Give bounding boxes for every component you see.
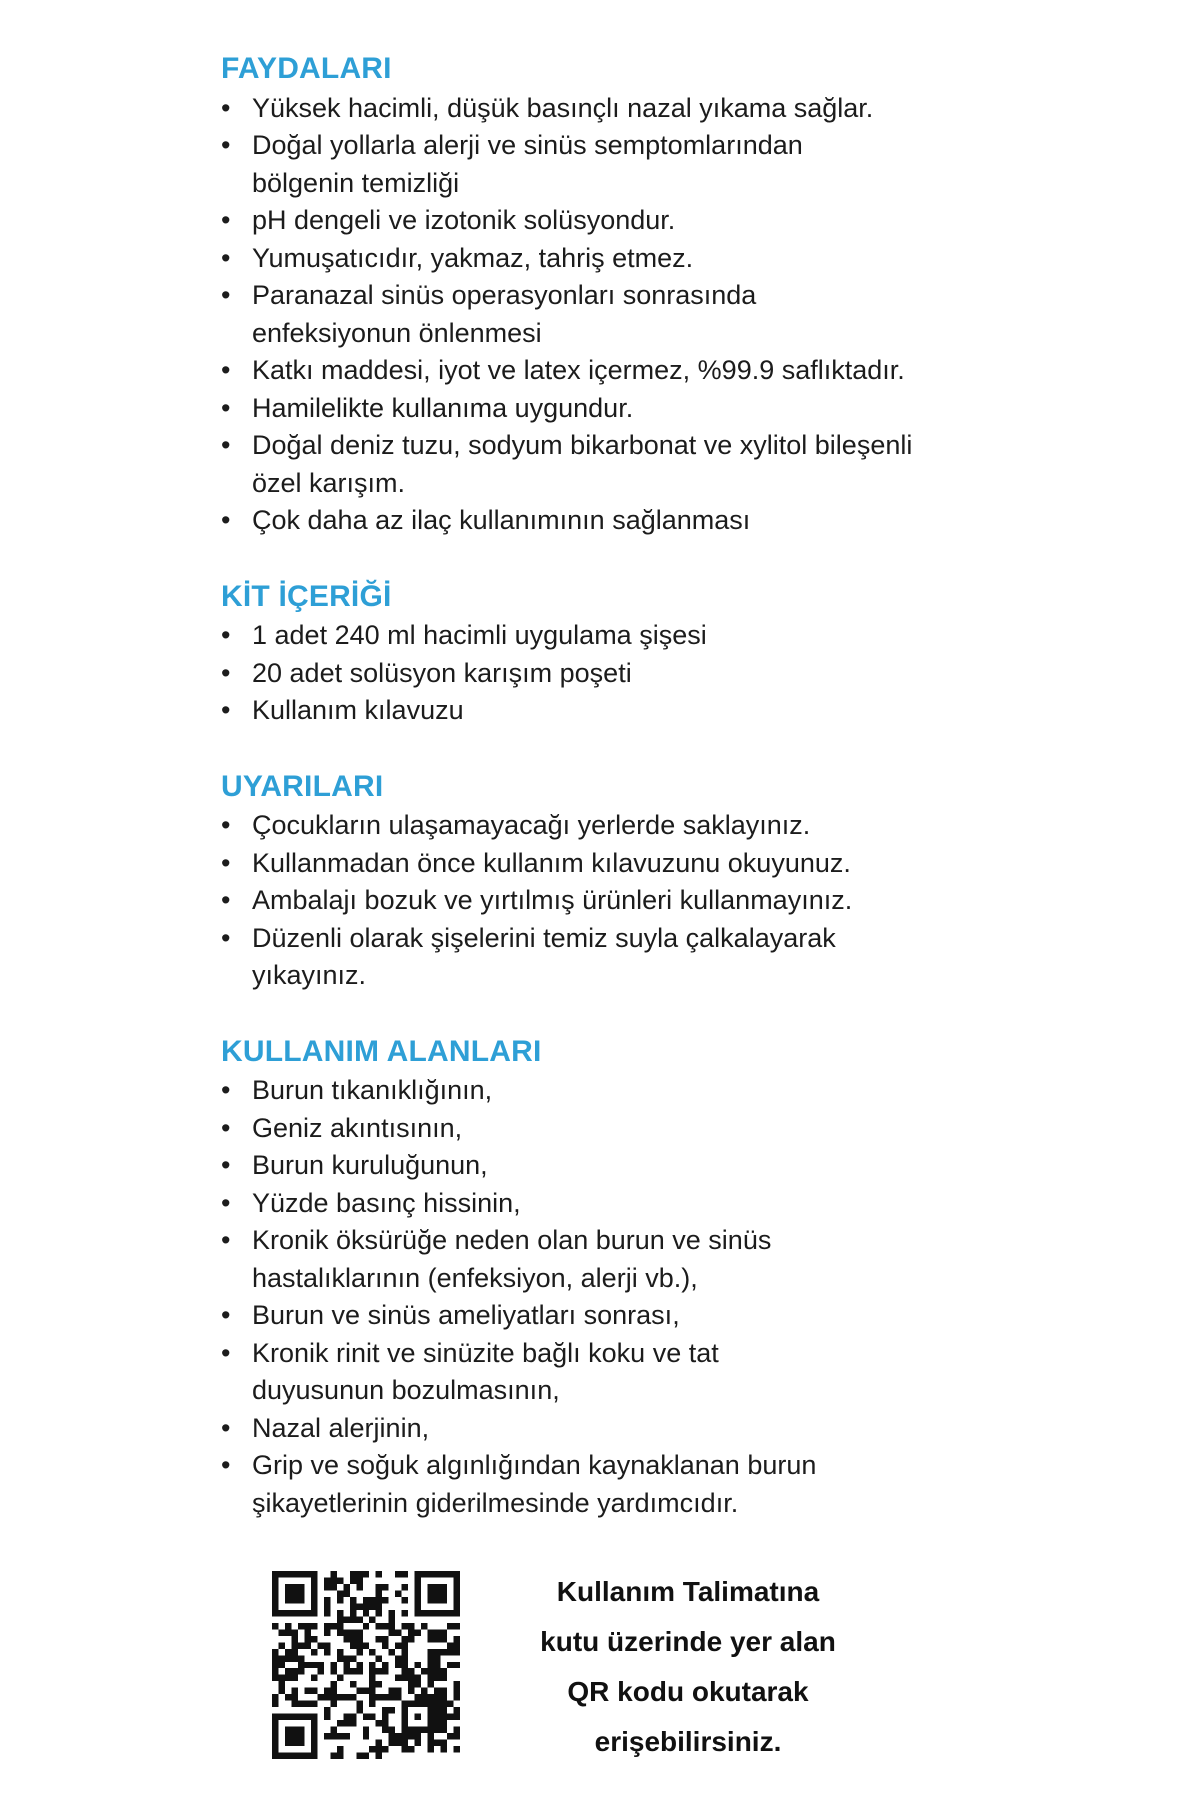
list-item: • Kullanım kılavuzu: [221, 692, 1161, 730]
section-title: UYARILARI: [221, 769, 384, 803]
list-item: • Grip ve soğuk algınlığından kaynaklanan burun şikayetlerinin giderilmesinde yardımcıdır.: [221, 1447, 1161, 1522]
list-item: • Kronik öksürüğe neden olan burun ve sinüs hastalıklarının (enfeksiyon, alerji vb.),: [221, 1222, 1161, 1297]
list-item: • Geniz akıntısının,: [221, 1110, 1161, 1148]
leaflet-content: [221, 50, 1161, 1522]
qr-note-line: kutu üzerinde yer alan: [540, 1626, 836, 1657]
list-item: • Burun ve sinüs ameliyatları sonrası,: [221, 1297, 1161, 1335]
section-title: KULLANIM ALANLARI: [221, 1034, 542, 1068]
list-item: • Katkı maddesi, iyot ve latex içermez, %99.9 saflıktadır.: [221, 352, 1161, 390]
qr-code-icon: [272, 1571, 460, 1759]
list-item: • Ambalajı bozuk ve yırtılmış ürünleri kullanmayınız.: [221, 882, 1161, 920]
list-item: • Yüksek hacimli, düşük basınçlı nazal yıkama sağlar.: [221, 90, 1161, 128]
section-title: KİT İÇERİĞİ: [221, 579, 392, 613]
list-item: • pH dengeli ve izotonik solüsyondur.: [221, 202, 1161, 240]
list-item: • 20 adet solüsyon karışım poşeti: [221, 655, 1161, 693]
section-benefits: [221, 50, 1161, 540]
qr-note-line: QR kodu okutarak: [567, 1676, 809, 1707]
list-item: • Yüzde basınç hissinin,: [221, 1185, 1161, 1223]
qr-note-line: erişebilirsiniz.: [594, 1726, 782, 1757]
section-title: FAYDALARI: [221, 52, 392, 85]
list-item: • Yumuşatıcıdır, yakmaz, tahriş etmez.: [221, 240, 1161, 278]
section-usage-areas: [221, 1033, 1161, 1523]
list-item: • Paranazal sinüs operasyonları sonrasında enfeksiyonun önlenmesi: [221, 277, 1161, 352]
list-item: • Çocukların ulaşamayacağı yerlerde saklayınız.: [221, 807, 1161, 845]
benefits-list: [221, 90, 1161, 540]
list-item: • Kronik rinit ve sinüzite bağlı koku ve tat duyusunun bozulmasının,: [221, 1335, 1161, 1410]
kit-contents-list: [221, 617, 1161, 730]
list-item: • Hamilelikte kullanıma uygundur.: [221, 390, 1161, 428]
list-item: • Düzenli olarak şişelerini temiz suyla çalkalayarak yıkayınız.: [221, 920, 1161, 995]
list-item: • Burun kuruluğunun,: [221, 1147, 1161, 1185]
list-item: • Nazal alerjinin,: [221, 1410, 1161, 1448]
qr-note-line: Kullanım Talimatına: [556, 1576, 820, 1607]
list-item: • 1 adet 240 ml hacimli uygulama şişesi: [221, 617, 1161, 655]
usage-areas-list: [221, 1072, 1161, 1522]
warnings-list: [221, 807, 1161, 995]
section-kit-contents: [221, 578, 1161, 730]
list-item: • Doğal deniz tuzu, sodyum bikarbonat ve xylitol bileşenli özel karışım.: [221, 427, 1161, 502]
qr-instruction-note: [500, 1567, 876, 1767]
section-warnings: [221, 768, 1161, 995]
list-item: • Kullanmadan önce kullanım kılavuzunu okuyunuz.: [221, 845, 1161, 883]
qr-code-graphic: [272, 1571, 460, 1759]
list-item: • Çok daha az ilaç kullanımının sağlanması: [221, 502, 1161, 540]
list-item: • Burun tıkanıklığının,: [221, 1072, 1161, 1110]
list-item: • Doğal yollarla alerji ve sinüs semptomlarından bölgenin temizliği: [221, 127, 1161, 202]
